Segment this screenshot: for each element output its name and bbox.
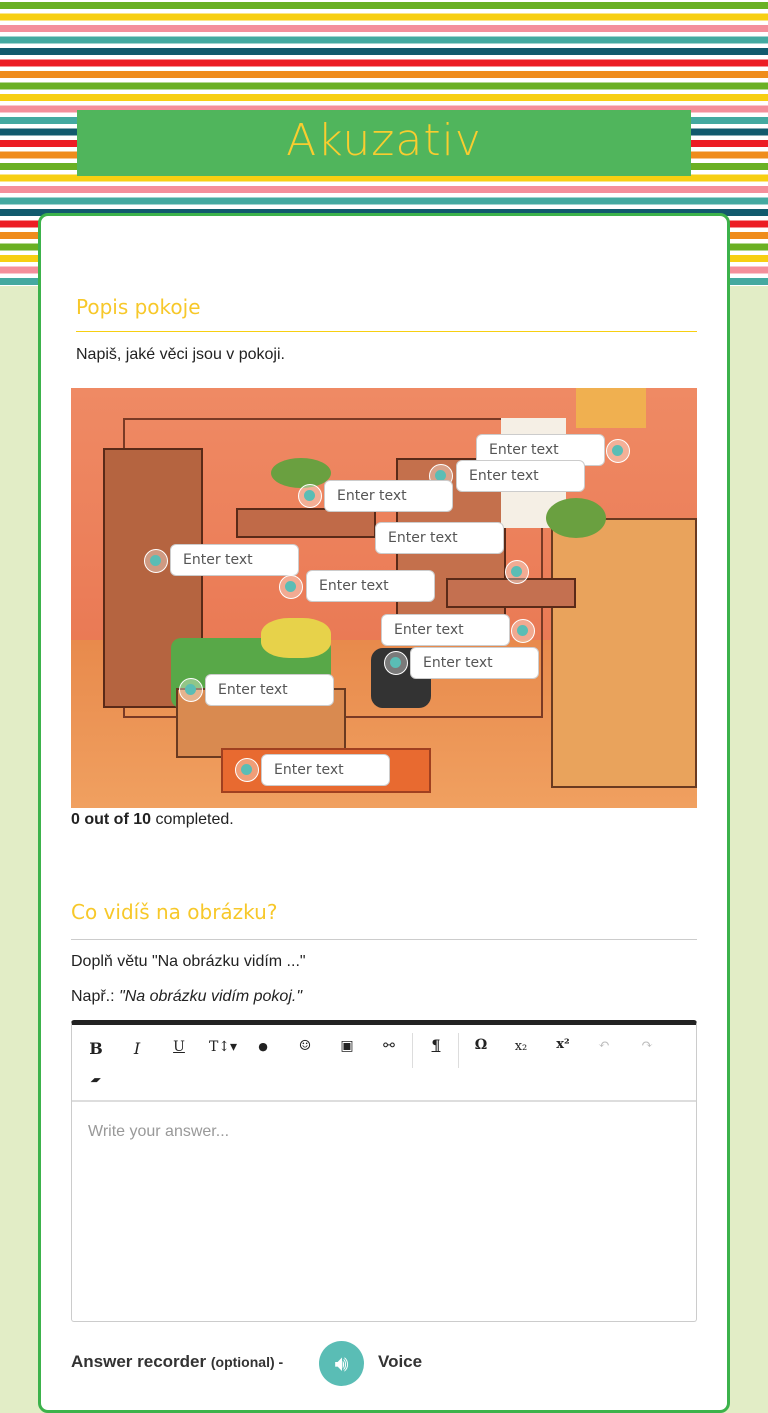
title-banner: [77, 110, 691, 179]
hotspot-marker[interactable]: [384, 651, 408, 675]
hotspot-marker[interactable]: [511, 619, 535, 643]
divider: [71, 939, 697, 940]
progress-count: 0 out of 10: [71, 811, 152, 828]
label-input[interactable]: Enter text: [381, 614, 510, 646]
progress-text: [71, 811, 234, 829]
hotspot-marker[interactable]: [606, 439, 630, 463]
divider: [76, 331, 697, 332]
superscript-button[interactable]: x²: [556, 1037, 570, 1052]
special-chars-button[interactable]: Ω: [474, 1037, 488, 1053]
hotspot-marker[interactable]: [179, 678, 203, 702]
example-text: [71, 988, 302, 1006]
rich-text-editor: [71, 1020, 697, 1322]
instruction-text: Napiš, jaké věci jsou v pokoji.: [76, 346, 285, 363]
label-input[interactable]: Enter text: [261, 754, 390, 786]
label-input[interactable]: Enter text: [375, 522, 504, 554]
section-title-picture: Co vidíš na obrázku?: [71, 900, 278, 924]
image-button[interactable]: ▣: [340, 1038, 354, 1054]
subscript-button[interactable]: x₂: [514, 1039, 528, 1054]
undo-button[interactable]: ↶: [598, 1037, 610, 1053]
link-button[interactable]: ⚯: [383, 1038, 395, 1054]
progress-suffix: completed.: [151, 811, 234, 828]
label-input[interactable]: Enter text: [324, 480, 453, 512]
answer-recorder-label: [71, 1352, 283, 1372]
font-size-button[interactable]: T↕▾: [208, 1039, 238, 1055]
bold-button[interactable]: B: [89, 1039, 103, 1058]
recorder-label: Answer recorder: [71, 1352, 207, 1371]
voice-button[interactable]: Voice: [378, 1352, 423, 1371]
redo-button[interactable]: ↷: [641, 1037, 653, 1053]
label-input[interactable]: Enter text: [456, 460, 585, 492]
label-input[interactable]: Enter text: [410, 647, 539, 679]
section-title-room: Popis pokoje: [76, 295, 201, 319]
italic-button[interactable]: I: [133, 1039, 141, 1058]
page-title: Akuzativ: [286, 115, 482, 166]
hotspot-marker[interactable]: [505, 560, 529, 584]
underline-button[interactable]: U: [173, 1039, 185, 1055]
example-prefix: Např.:: [71, 988, 120, 1005]
hotspot-marker[interactable]: [279, 575, 303, 599]
eraser-button[interactable]: ▰: [88, 1073, 104, 1086]
toolbar-separator: [458, 1033, 459, 1068]
speaker-icon[interactable]: 🔊︎: [319, 1341, 364, 1386]
hotspot-marker[interactable]: [235, 758, 259, 782]
color-button[interactable]: ●: [258, 1040, 268, 1053]
hotspot-marker[interactable]: [144, 549, 168, 573]
toolbar-separator: [412, 1033, 413, 1068]
label-input[interactable]: Enter text: [205, 674, 334, 706]
instruction-text: Doplň větu "Na obrázku vidím ...": [71, 953, 306, 970]
label-input[interactable]: Enter text: [170, 544, 299, 576]
hotspot-marker[interactable]: [298, 484, 322, 508]
label-input[interactable]: Enter text: [306, 570, 435, 602]
paragraph-button[interactable]: ¶: [431, 1038, 441, 1054]
recorder-optional: (optional) -: [210, 1354, 284, 1370]
answer-textarea[interactable]: Write your answer...: [88, 1123, 230, 1140]
example-sentence: "Na obrázku vidím pokoj.": [119, 988, 303, 1005]
emoji-button[interactable]: ☺: [298, 1038, 312, 1054]
editor-toolbar: [72, 1025, 696, 1102]
label-input[interactable]: Enter text: [476, 434, 605, 466]
